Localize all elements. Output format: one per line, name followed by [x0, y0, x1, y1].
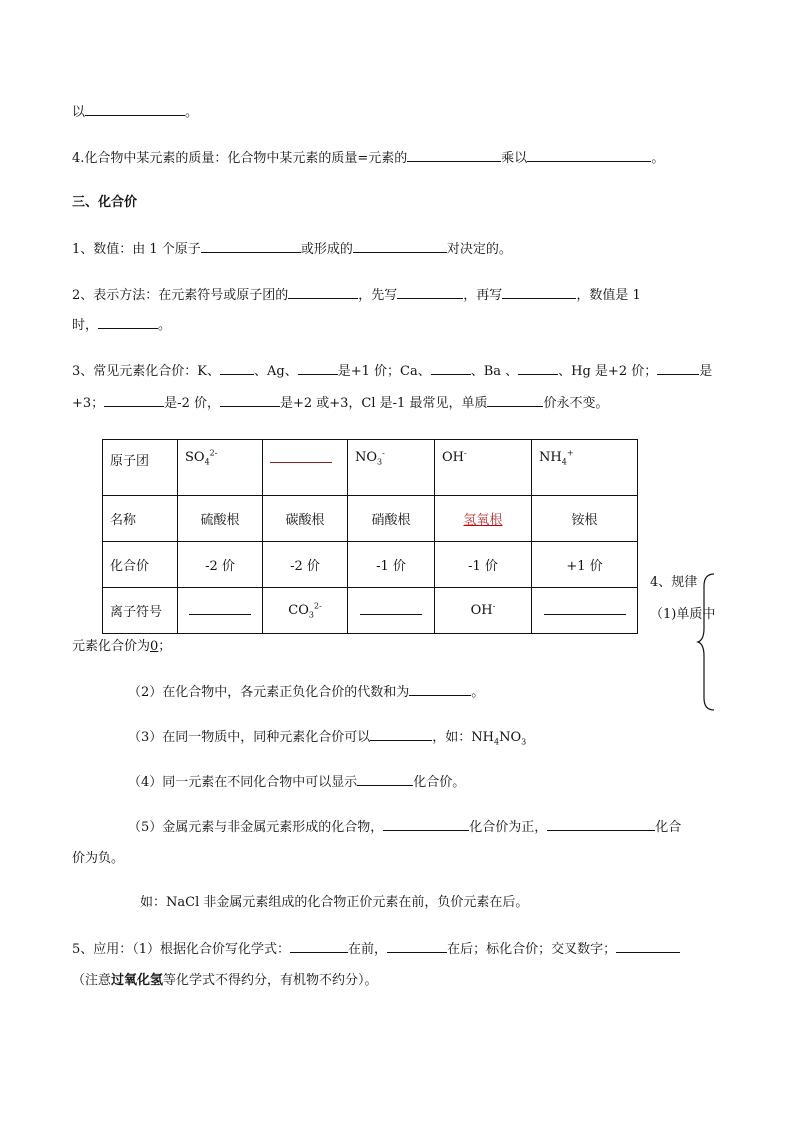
- row-label-name: 名称: [103, 496, 178, 542]
- blank-20[interactable]: [360, 602, 422, 615]
- rule-5-cont: 价为负。: [72, 851, 125, 866]
- blank-17[interactable]: [487, 394, 543, 407]
- table-row: [103, 542, 638, 588]
- table-row: [103, 496, 638, 542]
- blank-14[interactable]: [657, 362, 699, 375]
- item-4-element-mass: 4.化合物中某元素的质量：化合物中某元素的质量=元素的 乘以 。: [72, 151, 665, 166]
- valence-cell: -2 价: [263, 542, 348, 588]
- blank-19[interactable]: [189, 602, 251, 615]
- ion-cell-blank: [532, 588, 638, 634]
- blank-5[interactable]: [353, 240, 447, 253]
- blank-26[interactable]: [547, 818, 655, 831]
- blank-22[interactable]: [409, 683, 471, 696]
- blank-12[interactable]: [431, 362, 471, 375]
- blank-28[interactable]: [387, 940, 447, 953]
- blank-9[interactable]: [98, 316, 158, 329]
- name-cell: 铵根: [532, 496, 638, 542]
- line-continuation: 以 。: [72, 105, 199, 120]
- rule-3: （3）在同一物质中，同种元素化合价可以 ，如：$NH_4NO_3$: [128, 730, 527, 747]
- valence-cell: -1 价: [348, 542, 435, 588]
- blank-2[interactable]: [407, 149, 501, 162]
- table-row: [103, 588, 638, 634]
- blank-11[interactable]: [298, 362, 338, 375]
- cell-blank-carbonate: [263, 440, 348, 496]
- blank-21[interactable]: [544, 602, 626, 615]
- radical-table: [102, 439, 638, 634]
- ion-cell-blank: [178, 588, 263, 634]
- rule-example: 如：NaCl 非金属元素组成的化合物正价元素在前，负价元素在后。: [140, 895, 529, 910]
- blank-10[interactable]: [220, 362, 254, 375]
- section-heading: 三、化合价: [72, 195, 138, 210]
- item-5-application-note: （注意过氧化氢等化学式不得约分，有机物不约分）。: [72, 973, 378, 988]
- row-label-ion-symbol: 离子符号: [103, 588, 178, 634]
- item-2-notation-cont: 时， 。: [72, 318, 172, 333]
- blank-24[interactable]: [357, 773, 413, 786]
- name-cell: 氢氧根: [435, 496, 532, 542]
- blank-3[interactable]: [527, 149, 651, 162]
- blank-29[interactable]: [616, 940, 680, 953]
- name-cell: 碳酸根: [263, 496, 348, 542]
- blank-18[interactable]: [270, 450, 332, 463]
- blank-8[interactable]: [502, 286, 576, 299]
- item-1-value: 1、数值：由 1 个原子 或形成的 对决定的。: [72, 242, 512, 257]
- cell-no3: $NO_3^-$: [348, 440, 435, 496]
- rule-4: （4）同一元素在不同化合物中可以显示 化合价。: [128, 775, 466, 790]
- ion-cell-oh: OH-: [435, 588, 532, 634]
- ion-cell-blank: [348, 588, 435, 634]
- item-3-common-valence-cont: +3； 是-2 价， 是+2 或+3，Cl 是-1 最常见，单质 价永不变。: [72, 396, 609, 411]
- blank-25[interactable]: [383, 818, 469, 831]
- curly-brace-icon: [696, 572, 720, 712]
- blank-15[interactable]: [104, 394, 164, 407]
- row-label-valence: 化合价: [103, 542, 178, 588]
- blank-27[interactable]: [290, 940, 348, 953]
- blank-1[interactable]: [85, 103, 185, 116]
- blank-13[interactable]: [518, 362, 558, 375]
- item-3-common-valence: 3、常见元素化合价：K、 、Ag、 是+1 价；Ca、 、Ba 、 、Hg 是+2 价； 是: [72, 364, 713, 379]
- cell-nh4: $NH_4^+$: [532, 440, 638, 496]
- item-5-application: 5、应用：（1）根据化合价写化学式： 在前， 在后；标化合价；交叉数字；: [72, 940, 680, 959]
- blank-6[interactable]: [288, 286, 358, 299]
- blank-16[interactable]: [220, 394, 280, 407]
- valence-cell: +1 价: [532, 542, 638, 588]
- item-2-notation: 2、表示方法：在元素符号或原子团的 ，先写 ，再写 ，数值是 1: [72, 288, 641, 303]
- rule-1: 元素化合价为0；: [72, 639, 172, 654]
- valence-cell: -2 价: [178, 542, 263, 588]
- rules-title: 4、规律: [650, 575, 698, 590]
- row-label-radical: 原子团: [103, 440, 178, 496]
- rule-1-start: （1)单质中: [650, 607, 716, 622]
- table-row: [103, 440, 638, 496]
- rule-5: （5）金属元素与非金属元素形成的化合物， 化合价为正， 化合: [128, 820, 682, 835]
- cell-oh: OH-: [435, 440, 532, 496]
- blank-23[interactable]: [370, 728, 432, 741]
- ion-cell-co3: $CO_3^{2-}$: [263, 588, 348, 634]
- rule-2: （2）在化合物中，各元素正负化合价的代数和为 。: [128, 685, 485, 700]
- valence-cell: -1 价: [435, 542, 532, 588]
- cell-so4: $SO_4^{2-}$: [178, 440, 263, 496]
- blank-4[interactable]: [201, 240, 301, 253]
- name-cell: 硫酸根: [178, 496, 263, 542]
- name-cell: 硝酸根: [348, 496, 435, 542]
- blank-7[interactable]: [397, 286, 463, 299]
